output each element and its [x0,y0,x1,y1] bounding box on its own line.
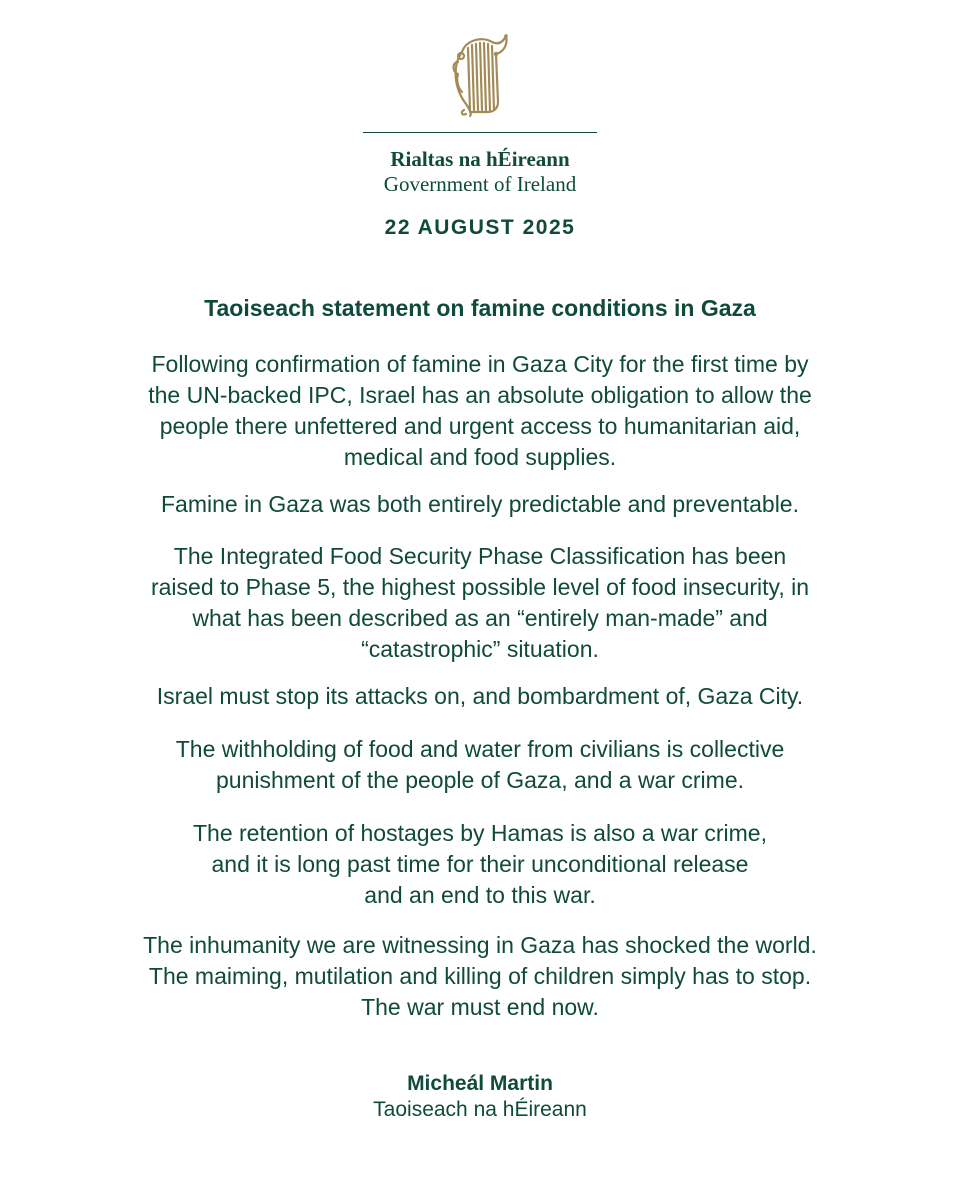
statement-paragraph [60,349,900,473]
paragraph-line: people there unfettered and urgent access to humanitarian aid, [159,413,801,439]
paragraph-line: the UN-backed IPC, Israel has an absolute obligation to allow the [148,382,812,408]
signatory-title: Taoiseach na hÉireann [373,1098,587,1121]
statement-paragraph [60,681,900,712]
header-divider [363,132,597,133]
government-name-english: Government of Ireland [383,172,577,196]
paragraph-line: The inhumanity we are witnessing in Gaza has shocked the world. [143,932,817,958]
paragraph-line: The withholding of food and water from civilians is collective [175,736,785,762]
paragraph-line: The Integrated Food Security Phase Classification has been [173,543,787,569]
statement-paragraph [60,541,900,665]
paragraph-line: Israel must stop its attacks on, and bombardment of, Gaza City. [156,683,804,709]
paragraph-line: Following confirmation of famine in Gaza City for the first time by [151,351,809,377]
paragraph-line: The retention of hostages by Hamas is also a war crime, [193,820,767,846]
harp-icon [448,32,510,118]
signatory-name: Micheál Martin [407,1072,553,1095]
paragraph-line: medical and food supplies. [343,444,617,470]
government-name-irish: Rialtas na hÉireann [390,147,570,171]
paragraph-line: The war must end now. [361,994,599,1020]
paragraph-line: and an end to this war. [364,882,596,908]
paragraph-line: punishment of the people of Gaza, and a war crime. [215,767,745,793]
statement-paragraph [60,489,900,520]
paragraph-line: and it is long past time for their unconditional release [211,851,749,877]
paragraph-line: The maiming, mutilation and killing of children simply has to stop. [148,963,812,989]
statement-paragraph [60,734,900,796]
statement-paragraph [60,930,900,1023]
paragraph-line: raised to Phase 5, the highest possible level of food insecurity, in [150,574,809,600]
paragraph-line: what has been described as an “entirely man-made” and [192,605,768,631]
statement-title: Taoiseach statement on famine conditions in Gaza [204,295,756,321]
paragraph-line: “catastrophic” situation. [361,636,599,662]
paragraph-line: Famine in Gaza was both entirely predictable and preventable. [161,491,799,517]
statement-date: 22 AUGUST 2025 [384,216,576,239]
statement-paragraph [60,818,900,911]
